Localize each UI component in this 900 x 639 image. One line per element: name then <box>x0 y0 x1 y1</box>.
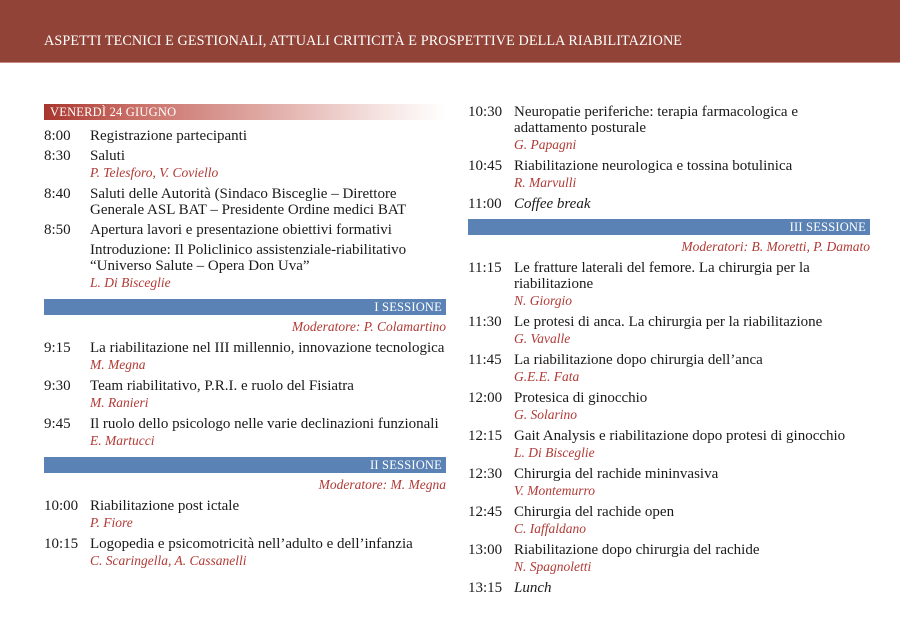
entry-title: La riabilitazione nel III millennio, innovazione tecnologica <box>90 340 445 356</box>
entry-title: Protesica di ginocchio <box>514 390 648 406</box>
program-entry <box>468 352 870 386</box>
entry-time: 11:30 <box>468 314 502 330</box>
entry-title: Riabilitazione post ictale <box>90 498 240 514</box>
entry-speaker: C. Scaringella, A. Cassanelli <box>90 553 247 568</box>
program-entry <box>44 536 446 570</box>
session-moderator: Moderatore: P. Colamartino <box>291 319 446 334</box>
entry-time: 9:30 <box>44 378 71 394</box>
entry-speaker: M. Megna <box>90 357 146 372</box>
entry-speaker: L. Di Bisceglie <box>514 445 595 460</box>
program-entry <box>468 104 870 154</box>
entry-time: 12:45 <box>468 504 503 520</box>
entry-time: 11:15 <box>468 260 502 276</box>
entry-title: Neuropatie periferiche: terapia farmacologica e adattamento posturale <box>514 104 798 136</box>
entry-title-break: Coffee break <box>514 196 591 212</box>
entry-time: 10:30 <box>468 104 503 120</box>
entry-speaker: G. Solarino <box>514 407 578 422</box>
entry-title: Chirurgia del rachide mininvasiva <box>514 466 719 482</box>
entry-speaker: R. Marvulli <box>514 175 577 190</box>
entry-time: 10:45 <box>468 158 503 174</box>
program-entry <box>44 148 446 182</box>
entry-title: Le fratture laterali del femore. La chirurgia per la riabilitazione <box>514 260 810 292</box>
entry-time: 9:45 <box>44 416 71 432</box>
program-entry <box>468 314 870 348</box>
program-entry <box>468 542 870 576</box>
entry-title: Apertura lavori e presentazione obiettivi formativi <box>90 222 392 238</box>
session-bar-3: III SESSIONE <box>468 219 870 235</box>
entry-speaker: N. Spagnoletti <box>514 559 592 574</box>
entry-time: 10:15 <box>44 536 79 552</box>
program-entry <box>44 498 446 532</box>
program-entry <box>44 340 446 374</box>
entry-title: Il ruolo dello psicologo nelle varie declinazioni funzionali <box>90 416 439 432</box>
entry-time: 13:15 <box>468 580 503 596</box>
program-entry <box>468 260 870 310</box>
session-moderator: Moderatori: B. Moretti, P. Damato <box>681 239 870 254</box>
page-header <box>0 0 900 63</box>
entry-speaker: L. Di Bisceglie <box>90 275 171 290</box>
entry-time: 12:15 <box>468 428 503 444</box>
left-column <box>44 104 446 574</box>
program-entry <box>44 378 446 412</box>
entry-speaker: G.E.E. Fata <box>514 369 580 384</box>
entry-speaker: E. Martucci <box>90 433 155 448</box>
session-bar-1: I SESSIONE <box>44 299 446 315</box>
entry-time: 8:30 <box>44 148 71 164</box>
program-entry <box>468 196 870 212</box>
entry-speaker: M. Ranieri <box>90 395 149 410</box>
entry-time: 10:00 <box>44 498 79 514</box>
entry-time: 8:40 <box>44 186 71 202</box>
header-title: ASPETTI TECNICI E GESTIONALI, ATTUALI CRITICITÀ E PROSPETTIVE DELLA RIABILITAZIONE <box>44 33 683 49</box>
entry-title: Saluti <box>90 148 126 164</box>
entry-speaker: N. Giorgio <box>514 293 573 308</box>
entry-title-break: Lunch <box>514 580 552 596</box>
entry-title: Riabilitazione dopo chirurgia del rachide <box>514 542 760 558</box>
session-bar-2: II SESSIONE <box>44 457 446 473</box>
program-entry <box>468 390 870 424</box>
entry-title: Chirurgia del rachide open <box>514 504 675 520</box>
entry-title: Saluti delle Autorità (Sindaco Bisceglie – Direttore Generale ASL BAT – Presidente Ordine medici BAT <box>90 186 407 218</box>
program-entry <box>44 186 446 218</box>
entry-title: Riabilitazione neurologica e tossina botulinica <box>514 158 793 174</box>
entry-title: Logopedia e psicomotricità nell’adulto e dell’infanzia <box>90 536 413 552</box>
program-entry <box>468 466 870 500</box>
program-entry <box>468 580 870 596</box>
entry-introduction: Introduzione: Il Policlinico assistenziale-riabilitativo “Universo Salute – Opera Don Uva” <box>90 242 407 274</box>
program-entry <box>468 504 870 538</box>
day-bar: VENERDÌ 24 GIUGNO <box>44 104 446 120</box>
entry-time: 13:00 <box>468 542 503 558</box>
entry-speaker: V. Montemurro <box>514 483 595 498</box>
entry-speaker: C. Iaffaldano <box>514 521 587 536</box>
entry-title: Team riabilitativo, P.R.I. e ruolo del Fisiatra <box>90 378 354 394</box>
entry-time: 12:30 <box>468 466 503 482</box>
entry-time: 8:50 <box>44 222 71 238</box>
program-entry <box>44 222 446 292</box>
entry-time: 8:00 <box>44 128 71 144</box>
entry-speaker: G. Papagni <box>514 137 577 152</box>
entry-speaker: G. Vavalle <box>514 331 571 346</box>
right-column <box>468 104 870 600</box>
session-moderator: Moderatore: M. Megna <box>318 477 446 492</box>
entry-time: 11:00 <box>468 196 502 212</box>
program-entry <box>468 158 870 192</box>
program-entry <box>468 428 870 462</box>
entry-speaker: P. Telesforo, V. Coviello <box>90 165 219 180</box>
entry-speaker: P. Fiore <box>90 515 133 530</box>
entry-time: 11:45 <box>468 352 502 368</box>
entry-title: Registrazione partecipanti <box>90 128 248 144</box>
entry-time: 9:15 <box>44 340 71 356</box>
entry-title: Gait Analysis e riabilitazione dopo protesi di ginocchio <box>514 428 846 444</box>
program-entry <box>44 416 446 450</box>
entry-title: Le protesi di anca. La chirurgia per la riabilitazione <box>514 314 823 330</box>
program-entry <box>44 128 446 144</box>
entry-title: La riabilitazione dopo chirurgia dell’anca <box>514 352 763 368</box>
entry-time: 12:00 <box>468 390 503 406</box>
